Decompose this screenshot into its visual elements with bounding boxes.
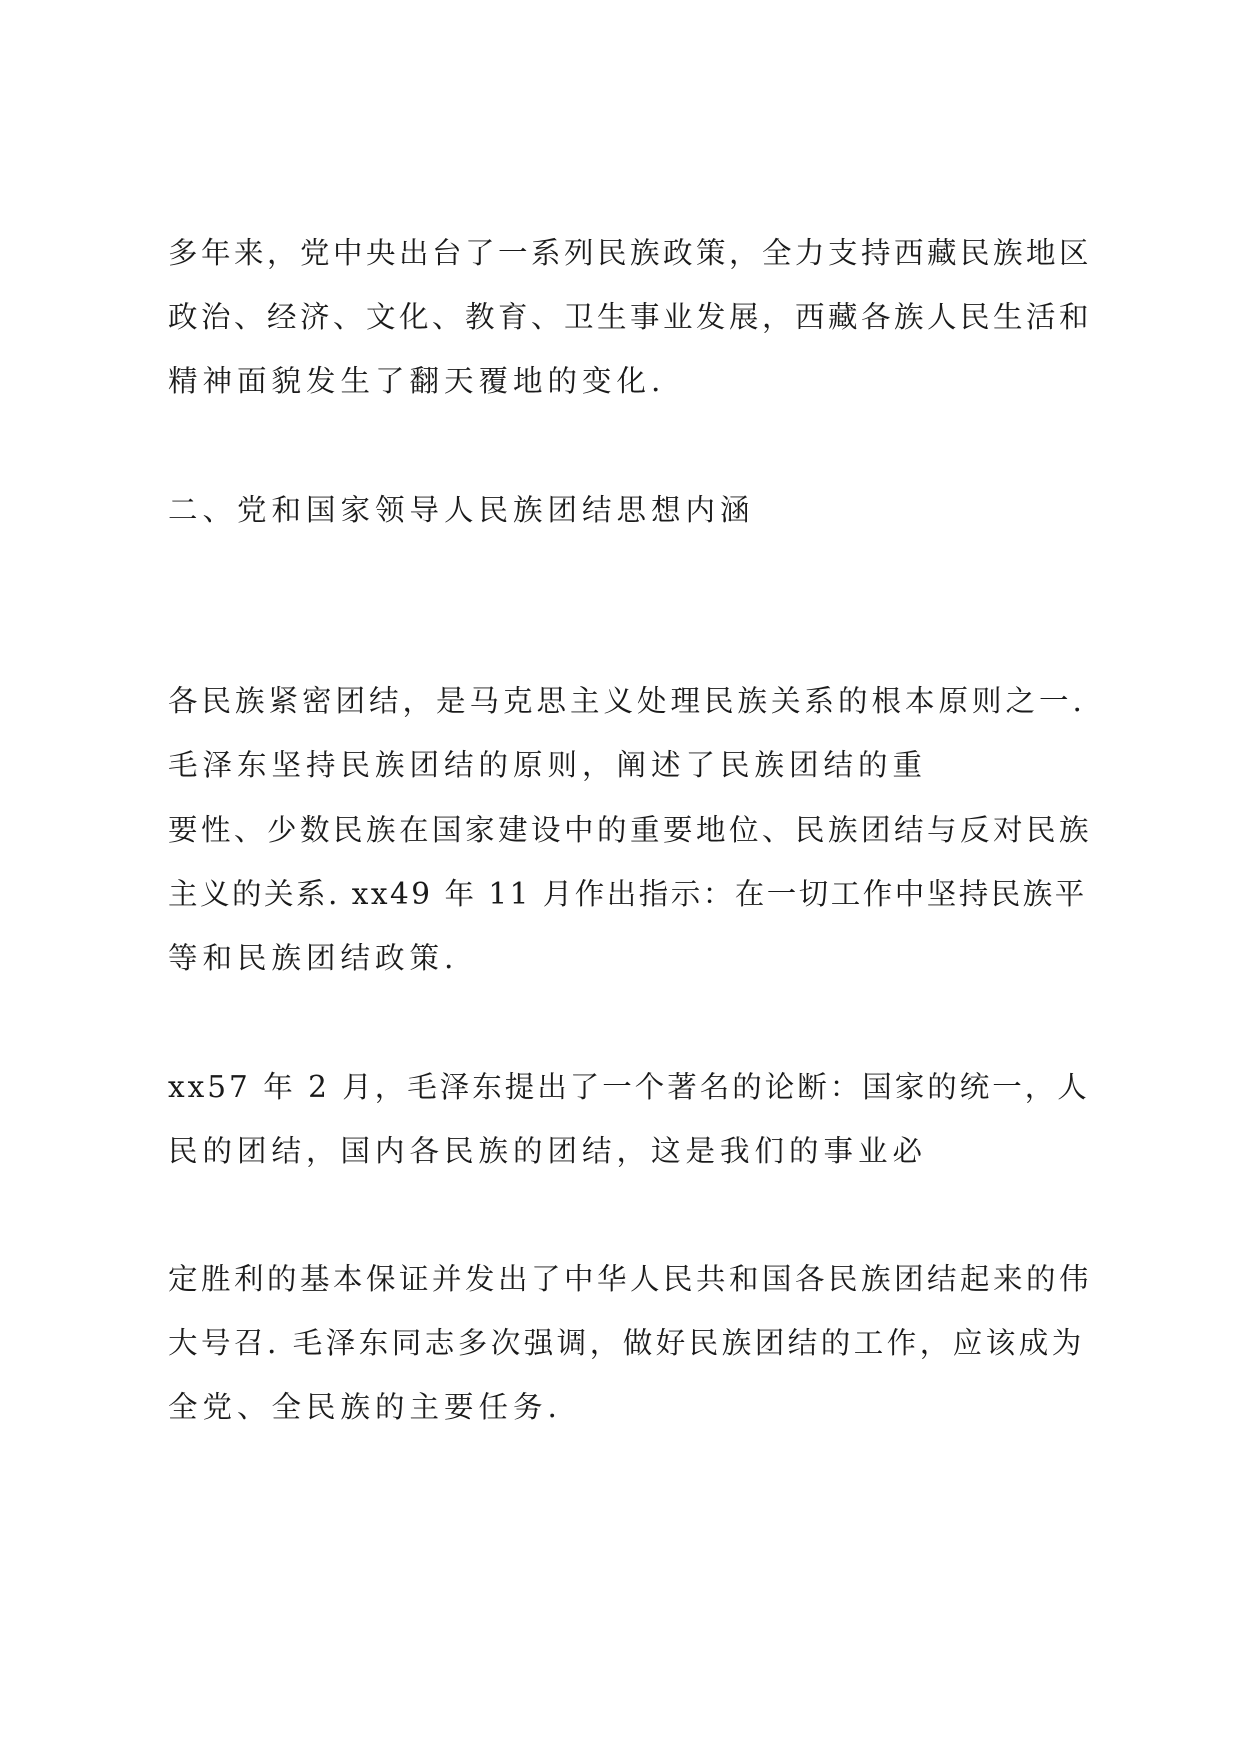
section-heading (168, 478, 1098, 542)
paragraph-line: 要性、少数民族在国家建设中的重要地位、民族团结与反对民族 (168, 813, 1093, 847)
paragraph-line: 定胜利的基本保证并发出了中华人民共和国各民族团结起来的伟 (168, 1262, 1093, 1296)
paragraph-line: 民的团结，国内各民族的团结，这是我们的事业必 (168, 1134, 928, 1168)
paragraph-line: 政治、经济、文化、教育、卫生事业发展，西藏各族人民生活和 (168, 300, 1093, 334)
paragraph-line: 等和民族团结政策. (168, 941, 459, 975)
paragraph-line: xx57 年 2 月，毛泽东提出了一个著名的论断：国家的统一，人 (168, 1070, 1090, 1104)
paragraph-line: 大号召. 毛泽东同志多次强调，做好民族团结的工作，应该成为 (168, 1326, 1085, 1360)
paragraph-line: 全党、全民族的主要任务. (168, 1390, 562, 1424)
paragraph-line: 毛泽东坚持民族团结的原则，阐述了民族团结的重 (168, 748, 928, 782)
paragraph-great-call (168, 1247, 1098, 1439)
heading-line: 二、党和国家领导人民族团结思想内涵 (168, 493, 755, 527)
paragraph-line: 主义的关系. xx49 年 11 月作出指示：在一切工作中坚持民族平 (168, 877, 1087, 911)
paragraph-minority-importance (168, 798, 1098, 990)
paragraph-line: 精神面貌发生了翻天覆地的变化. (168, 364, 666, 398)
paragraph-line: 各民族紧密团结，是马克思主义处理民族关系的根本原则之一. (168, 684, 1086, 718)
paragraph-policy-overview (168, 221, 1098, 413)
paragraph-famous-thesis (168, 1055, 1098, 1183)
paragraph-line: 多年来，党中央出台了一系列民族政策，全力支持西藏民族地区 (168, 236, 1093, 270)
paragraph-unity-principle (168, 669, 1098, 797)
